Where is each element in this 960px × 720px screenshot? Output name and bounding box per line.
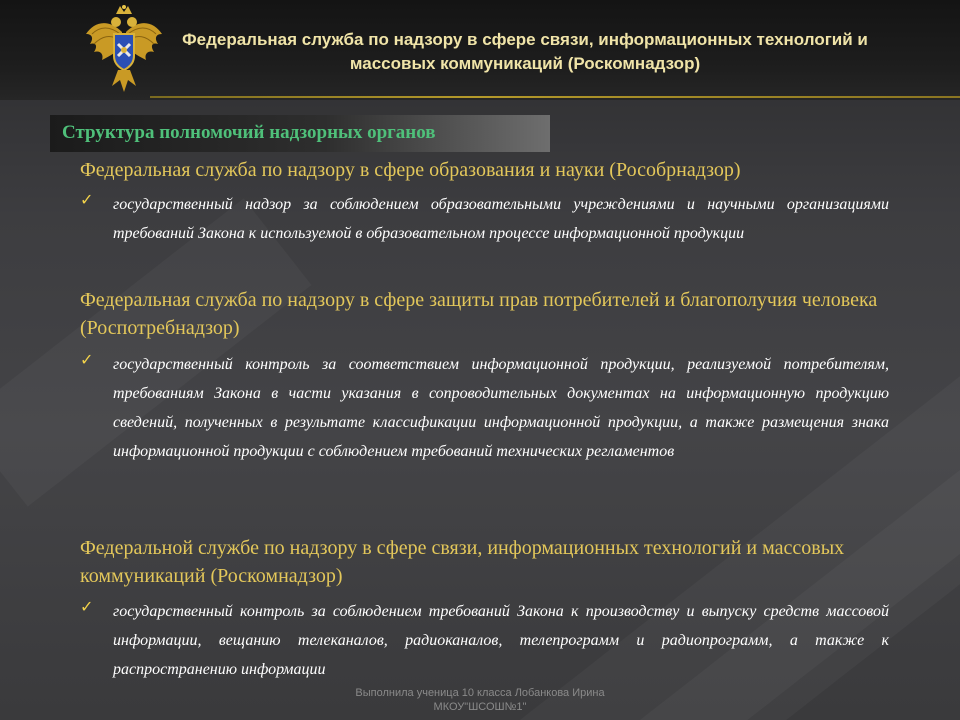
checkmark-icon: ✓: [80, 597, 94, 616]
double-headed-eagle-emblem-icon: [84, 4, 164, 96]
header-divider: [150, 96, 960, 98]
footer-author-line: Выполнила ученица 10 класса Лобанкова Ирина: [355, 687, 605, 699]
agency-heading-rospotrebnadzor: Федеральная служба по надзору в сфере защиты прав потребителей и благополучия человека (Роспотребнадзор): [80, 289, 878, 339]
section-title: Структура полномочий надзорных органов: [62, 122, 436, 143]
footer-school-line: МКОУ"ШСОШ№1": [433, 701, 527, 713]
checkmark-icon: ✓: [80, 190, 94, 209]
bullet-text: государственный контроль за соблюдением требований Закона к производству и выпуску средств массовой информации, вещанию телеканалов, радиоканалов, телепрограмм и радиопрограмм, а также к распространению информации: [113, 603, 889, 678]
bullet-text: государственный надзор за соблюдением образовательными учреждениями и научными организациями требований Закона к используемой в образовательном процессе информационной продукции: [113, 196, 889, 242]
checkmark-icon: ✓: [80, 350, 94, 369]
page-title: Федеральная служба по надзору в сфере связи, информационных технологий и массовых коммуникаций (Роскомнадзор): [182, 30, 868, 73]
agency-heading-rosobrnadzor: Федеральная служба по надзору в сфере образования и науки (Рособрнадзор): [80, 159, 741, 181]
bullet-text: государственный контроль за соответствием информационной продукции, реализуемой потребителям, требованиям Закона в части указания в сопроводительных документах на информационную продукцию сведений, полученных в результате классификации информационной продукции, а также размещения знака информационной продукции с соблюдением требований технических регламентов: [113, 356, 889, 460]
author-footer: [280, 686, 680, 714]
agency-heading-roskomnadzor: Федеральной службе по надзору в сфере связи, информационных технологий и массовых коммуникаций (Роскомнадзор): [80, 537, 845, 587]
